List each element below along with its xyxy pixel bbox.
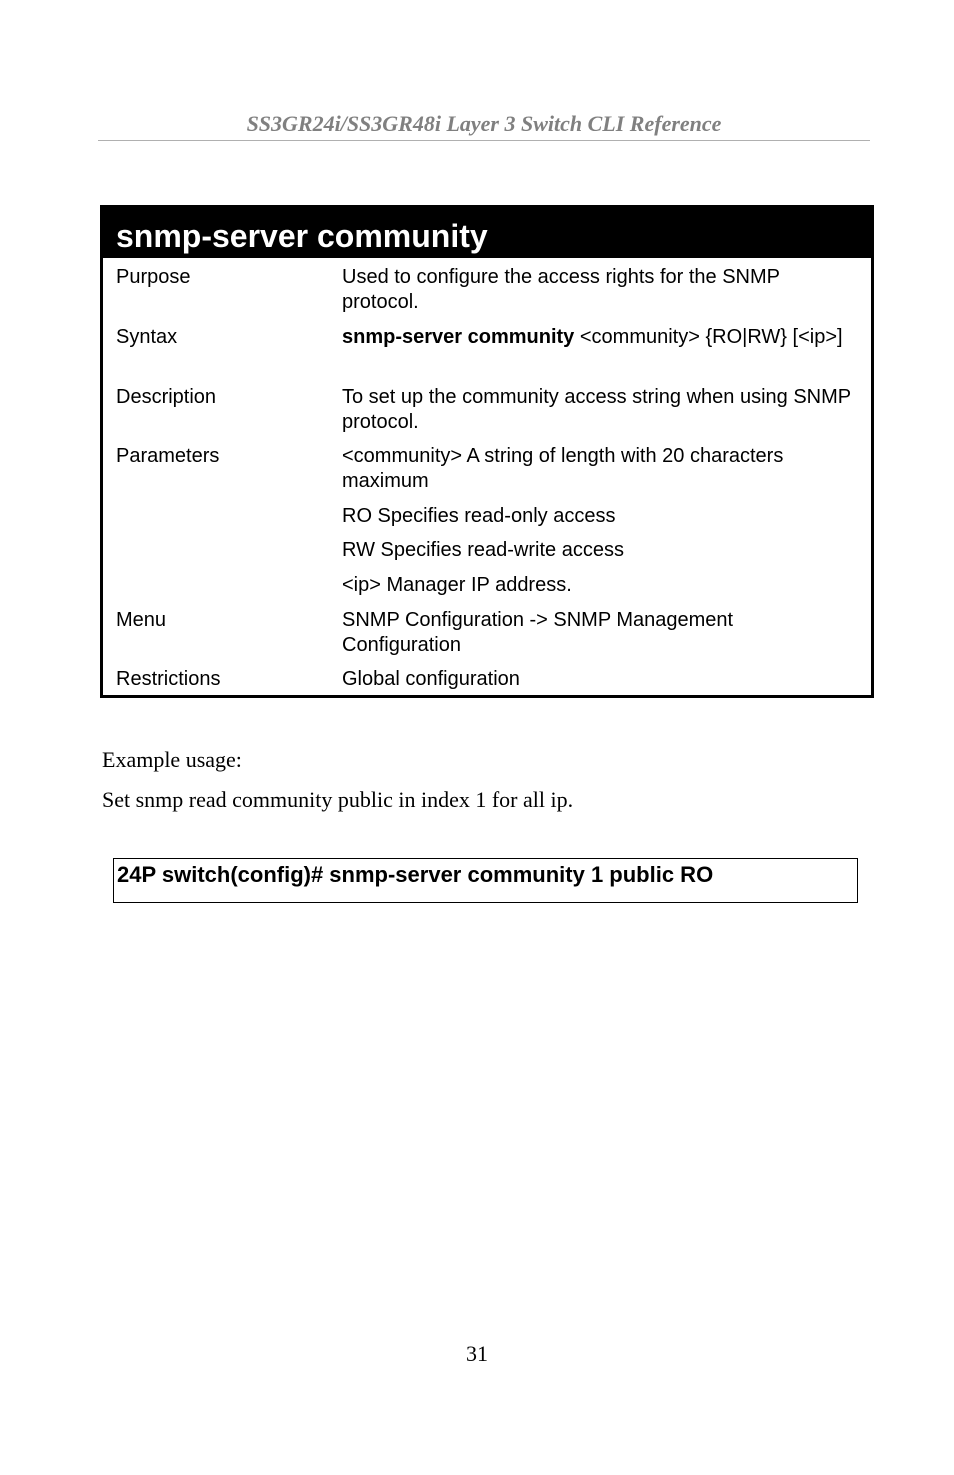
row-label: Restrictions <box>116 668 221 690</box>
row-value: <ip> Manager IP address. <box>342 574 572 596</box>
command-reference-table <box>100 205 874 698</box>
syntax-command: snmp-server community <box>342 326 575 348</box>
header-rule <box>98 140 870 141</box>
row-label: Description <box>116 386 217 408</box>
row-value: Used to configure the access rights for the SNMP protocol. <box>342 266 780 313</box>
syntax-arguments: <community> {RO|RW} [<ip>] <box>574 326 843 348</box>
row-value <box>342 325 852 350</box>
example-usage-label: Example usage: <box>102 747 242 772</box>
row-value: RW Specifies read-write access <box>342 539 624 561</box>
row-label: Menu <box>116 609 167 631</box>
row-value: SNMP Configuration -> SNMP Management Configuration <box>342 609 734 656</box>
row-value: To set up the community access string when using SNMP protocol. <box>342 386 851 433</box>
row-label: Parameters <box>116 445 220 467</box>
row-value: RO Specifies read-only access <box>342 505 616 527</box>
row-value: <community> A string of length with 20 characters maximum <box>342 445 784 492</box>
command-title: snmp-server community <box>103 208 871 258</box>
row-label: Purpose <box>116 266 191 288</box>
page-number: 31 <box>466 1341 488 1366</box>
example-description: Set snmp read community public in index 1 for all ip. <box>102 787 574 812</box>
row-value: Global configuration <box>342 668 520 690</box>
row-label: Syntax <box>116 326 178 348</box>
example-command-box <box>113 858 858 903</box>
running-header: SS3GR24i/SS3GR48i Layer 3 Switch CLI Reference <box>246 111 722 136</box>
example-command: 24P switch(config)# snmp-server community 1 public RO <box>117 862 714 887</box>
